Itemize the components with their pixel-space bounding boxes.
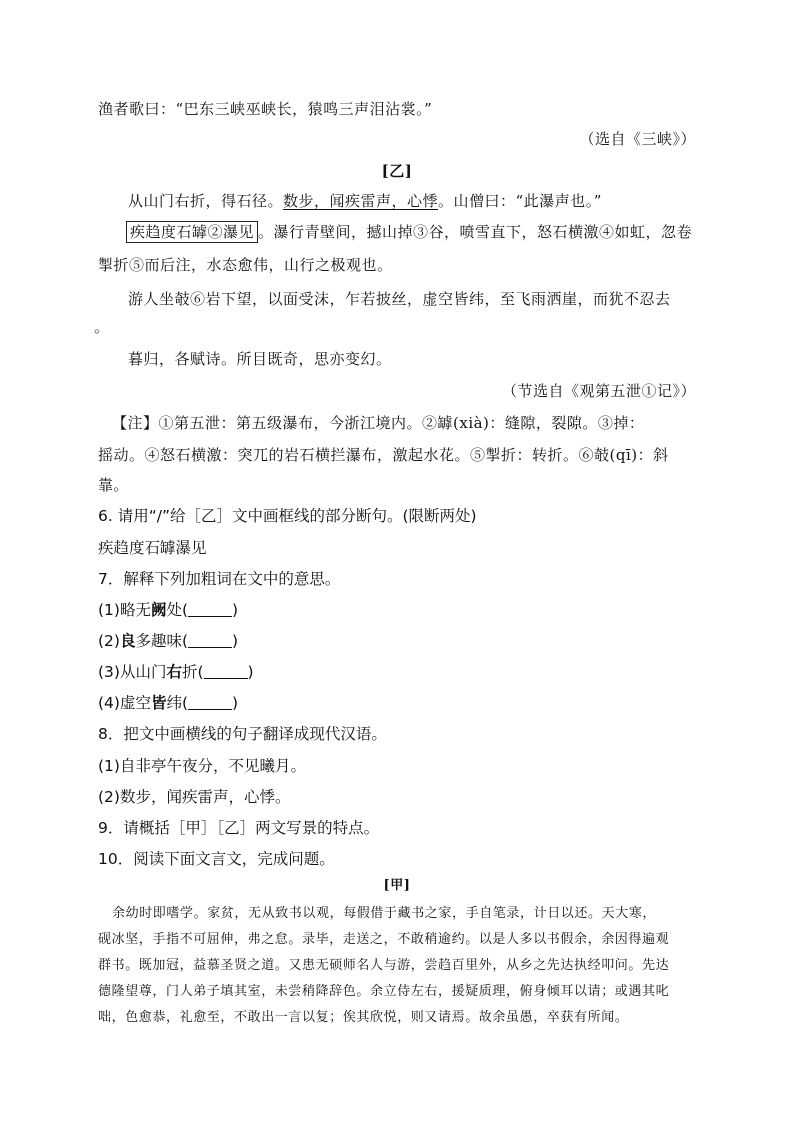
yi-paragraph-2-line-1: [126, 221, 692, 242]
q7-item-4-bold: 皆: [150, 694, 167, 712]
q10-passage-line-5: 咄，色愈恭，礼愈至，不敢出一言以复；俟其欣悦，则又请焉。故余虽愚，卒获有所闻。: [98, 1010, 629, 1025]
boxed-phrase: 疾趋度石罅②瀑见: [126, 221, 258, 243]
q7-item-4: (4)虚空皆纬( ): [98, 694, 239, 712]
q10-passage-heading: [甲]: [383, 878, 411, 893]
yi-p2-rest: 。瀑行青壁间，撼山掉③谷，喷雪直下，怒石横激④如虹，忽卷: [258, 223, 693, 241]
answer-blank[interactable]: [188, 602, 232, 617]
yi-source: （节选自《观第五泄①记》）: [501, 382, 696, 400]
question-6: 6. 请用“/”给［乙］文中画框线的部分断句。(限断两处): [98, 507, 477, 525]
answer-blank[interactable]: [188, 695, 232, 710]
yi-paragraph-3-line-2: 。: [94, 318, 110, 336]
note-line-2: 摇动。④怒石横激：突兀的岩石横拦瀑布，激起水花。⑤掣折：转折。⑥攲(qī)：斜: [98, 446, 669, 464]
q7-item-3-bold: 右: [166, 663, 182, 681]
q7-item-2: (2)良多趣味( ): [98, 632, 239, 650]
yi-paragraph-2-line-2: 掣折⑤而后注，水态愈伟，山行之极观也。: [98, 256, 393, 274]
yi-p1-start: 从山门右折，得石径。: [128, 192, 284, 210]
yi-paragraph-1: [128, 190, 602, 211]
yi-p1-end: 。山僧曰：“此瀑声也。”: [438, 192, 602, 210]
q8-item-2: (2)数步，闻疾雷声，心悸。: [98, 788, 291, 806]
q7-item-1-bold: 阙: [150, 601, 167, 619]
yi-paragraph-3-line-1: 游人坐攲⑥岩下望，以面受沫，乍若披丝，虚空皆纬，至飞雨洒崖，而犹不忍去: [128, 290, 671, 308]
q7-item-2-pre: (2): [98, 632, 120, 650]
note-line-3: 靠。: [98, 476, 130, 494]
question-6-text: 疾趋度石罅瀑见: [98, 539, 207, 557]
q7-item-4-post: 纬(: [166, 694, 189, 712]
note-line-1: 【注】①第五泄：第五级瀑布，今浙江境内。②罅(xià)：缝隙，裂隙。③掉：: [112, 414, 645, 432]
q7-item-1-pre: (1)略无: [98, 601, 151, 619]
q7-item-3-pre: (3)从山门: [98, 663, 167, 681]
fisher-song-line: 渔者歌曰：“巴东三峡巫峡长，猿鸣三声泪沾裳。”: [98, 100, 433, 118]
q10-passage-line-2: 砚冰坚，手指不可屈伸，弗之怠。录毕，走送之，不敢稍逾约。以是人多以书假余，余因得遍观: [98, 932, 670, 947]
jia-source: （选自《三峡》）: [579, 130, 696, 148]
q10-passage-line-3: 群书。既加冠，益慕圣贤之道。又患无硕师名人与游，尝趋百里外，从乡之先达执经叩问。先达: [98, 958, 670, 973]
q7-item-4-pre: (4)虚空: [98, 694, 151, 712]
answer-blank[interactable]: [204, 664, 248, 679]
q7-item-2-post: 多趣味(: [135, 632, 189, 650]
q10-passage-line-4: 德隆望尊，门人弟子填其室，未尝稍降辞色。余立侍左右，援疑质理，俯身倾耳以请；或遇其叱: [98, 984, 670, 999]
question-8: 8．把文中画横线的句子翻译成现代汉语。: [98, 725, 387, 743]
q7-item-3: (3)从山门右折( ): [98, 663, 254, 681]
q7-item-3-post: 折(: [181, 663, 204, 681]
q10-passage-line-1: 余幼时即嗜学。家贫，无从致书以观，每假借于藏书之家，手自笔录，计日以还。天大寒，: [112, 906, 657, 921]
q7-item-1: (1)略无阙处( ): [98, 601, 239, 619]
question-10: 10．阅读下面文言文，完成问题。: [98, 850, 335, 868]
question-9: 9．请概括［甲］［乙］两文写景的特点。: [98, 819, 380, 837]
q7-item-1-post: 处(: [166, 601, 189, 619]
q8-item-1: (1)自非亭午夜分，不见曦月。: [98, 757, 306, 775]
question-7: 7．解释下列加粗词在文中的意思。: [98, 570, 341, 588]
yi-paragraph-4: 暮归，各赋诗。所目既奇，思亦变幻。: [128, 350, 392, 368]
q7-item-2-bold: 良: [119, 632, 136, 650]
answer-blank[interactable]: [188, 633, 232, 648]
yi-heading: [乙]: [381, 162, 413, 180]
underlined-sentence: 数步，闻疾雷声，心悸: [283, 192, 439, 210]
